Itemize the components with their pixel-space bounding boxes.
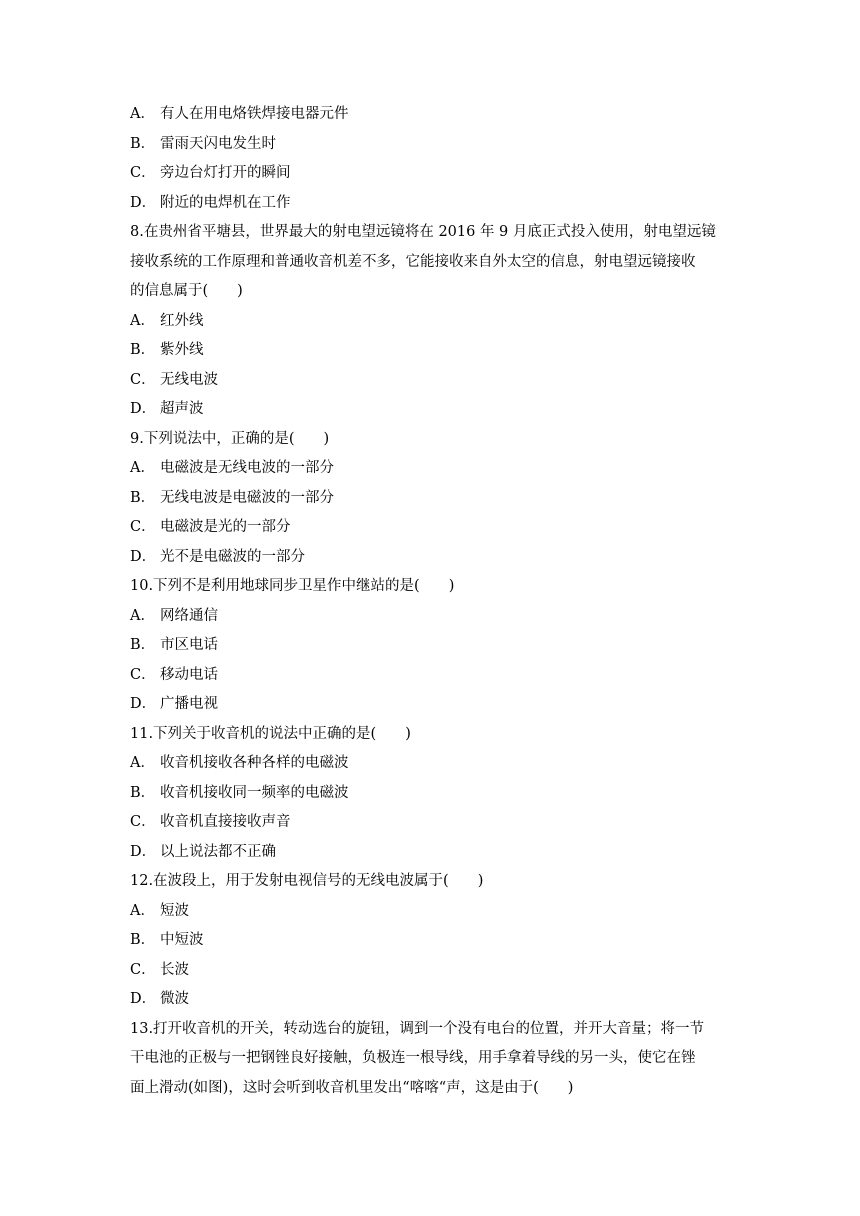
- q11-stem: 11.下列关于收音机的说法中正确的是( ): [130, 725, 411, 742]
- q12-option-b: B． 中短波: [130, 932, 204, 948]
- q11-option-a: A． 收音机接收各种各样的电磁波: [130, 755, 349, 771]
- q11-option-b: B． 收音机接收同一频率的电磁波: [130, 784, 349, 801]
- q12-option-c: C． 长波: [130, 961, 189, 978]
- question-11: [130, 720, 734, 868]
- q8-option-c: C． 无线电波: [130, 371, 218, 388]
- q13-stem-line-1: 13.打开收音机的开关，转动选台的旋钮，调到一个没有电台的位置，并开大音量；将一节: [130, 1020, 705, 1037]
- question-13: [130, 1015, 734, 1104]
- q10-option-c: C． 移动电话: [130, 666, 218, 683]
- q8-stem-line-1: 8.在贵州省平塘县，世界最大的射电望远镜将在 2016 年 9 月底正式投入使用，射电望远镜: [130, 224, 716, 240]
- q10-stem: 10.下列不是利用地球同步卫星作中继站的是( ): [130, 578, 455, 594]
- q10-option-b: B． 市区电话: [130, 637, 218, 653]
- q7-option-a: A． 有人在用电烙铁焊接电器元件: [130, 106, 349, 122]
- q7-option-b: B． 雷雨天闪电发生时: [130, 135, 276, 152]
- q12-option-a: A． 短波: [130, 902, 189, 919]
- q10-option-a: A． 网络通信: [130, 607, 218, 624]
- q9-option-b: B． 无线电波是电磁波的一部分: [130, 489, 334, 506]
- q13-stem-line-3: 面上滑动(如图)，这时会听到收音机里发出“喀喀“声，这是由于( ): [130, 1079, 574, 1096]
- q8-stem-line-2: 接收系统的工作原理和普通收音机差不多，它能接收来自外太空的信息，射电望远镜接收: [130, 253, 696, 270]
- q10-option-d: D． 广播电视: [130, 696, 218, 712]
- q9-stem: 9.下列说法中，正确的是( ): [130, 430, 330, 447]
- question-7-options: [130, 100, 734, 218]
- q12-stem: 12.在波段上，用于发射电视信号的无线电波属于( ): [130, 873, 484, 889]
- q9-option-c: C． 电磁波是光的一部分: [130, 519, 291, 535]
- q9-option-d: D． 光不是电磁波的一部分: [130, 548, 305, 565]
- question-8: [130, 218, 734, 425]
- q13-stem-line-2: 干电池的正极与一把钢锉良好接触，负极连一根导线，用手拿着导线的另一头，使它在锉: [130, 1050, 696, 1066]
- q11-option-d: D． 以上说法都不正确: [130, 843, 276, 860]
- q11-option-c: C． 收音机直接接收声音: [130, 814, 291, 830]
- q8-stem-line-3: 的信息属于( ): [130, 283, 243, 299]
- q8-option-a: A． 红外线: [130, 312, 204, 329]
- q9-option-a: A． 电磁波是无线电波的一部分: [130, 460, 334, 476]
- question-12: [130, 867, 734, 1015]
- q8-option-b: B． 紫外线: [130, 342, 204, 358]
- q8-option-d: D． 超声波: [130, 401, 204, 417]
- q7-option-d: D． 附近的电焊机在工作: [130, 194, 291, 211]
- question-9: [130, 425, 734, 573]
- q12-option-d: D． 微波: [130, 991, 189, 1007]
- q7-option-c: C． 旁边台灯打开的瞬间: [130, 165, 291, 181]
- question-10: [130, 572, 734, 720]
